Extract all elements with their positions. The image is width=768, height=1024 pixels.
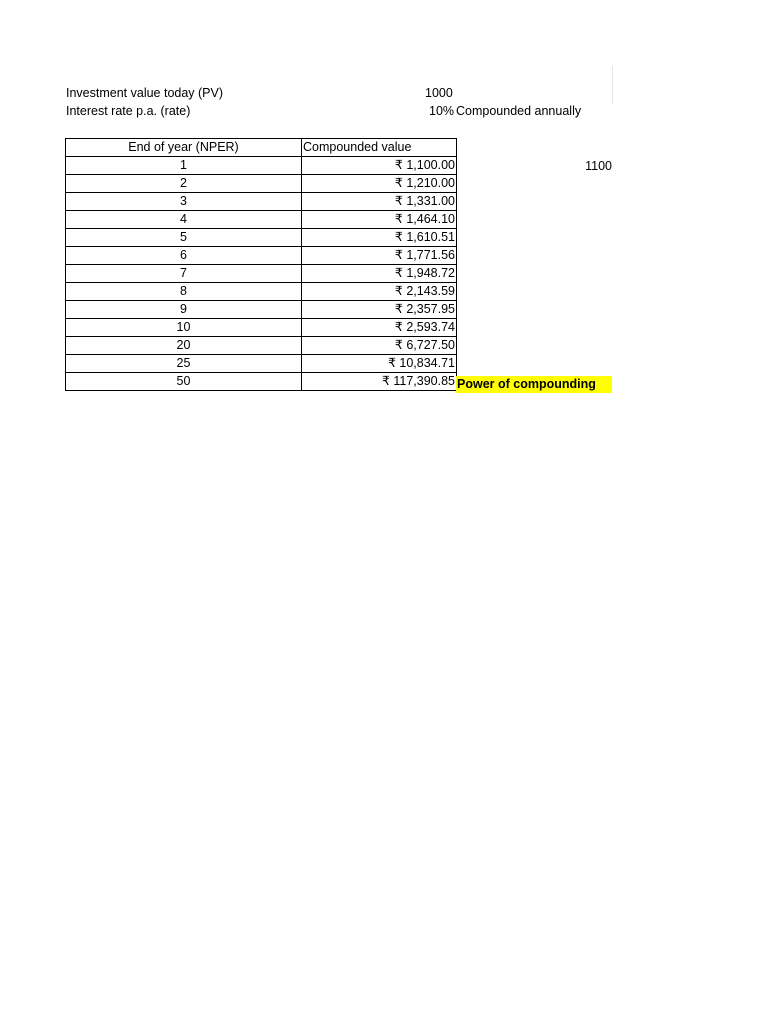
header-compounded-value[interactable]: Compounded value (302, 139, 457, 157)
table-row (66, 337, 457, 355)
year-cell[interactable]: 1 (66, 157, 302, 175)
table-row (66, 373, 457, 391)
header-year[interactable]: End of year (NPER) (66, 139, 302, 157)
rate-label: Interest rate p.a. (rate) (66, 104, 191, 118)
year-cell[interactable]: 25 (66, 355, 302, 373)
compounded-value-cell[interactable]: ₹ 10,834.71 (302, 355, 457, 373)
compounded-value-cell[interactable]: ₹ 1,771.56 (302, 247, 457, 265)
year-cell[interactable]: 50 (66, 373, 302, 391)
side-value-cell[interactable]: 1100 (585, 159, 612, 173)
compounded-value-cell[interactable]: ₹ 1,210.00 (302, 175, 457, 193)
rate-value-cell[interactable]: 10% (429, 104, 455, 118)
year-cell[interactable]: 6 (66, 247, 302, 265)
compounded-value-cell[interactable]: ₹ 2,593.74 (302, 319, 457, 337)
pv-value-cell[interactable]: 1000 (425, 86, 453, 100)
year-cell[interactable]: 20 (66, 337, 302, 355)
compounded-value-cell[interactable]: ₹ 6,727.50 (302, 337, 457, 355)
pv-label: Investment value today (PV) (66, 86, 224, 100)
table-row (66, 283, 457, 301)
table-row (66, 193, 457, 211)
year-cell[interactable]: 4 (66, 211, 302, 229)
table-row (66, 211, 457, 229)
table-row (66, 247, 457, 265)
year-cell[interactable]: 9 (66, 301, 302, 319)
rate-note: Compounded annually (456, 104, 582, 118)
compounded-value-cell[interactable]: ₹ 1,464.10 (302, 211, 457, 229)
compounded-value-cell[interactable]: ₹ 2,143.59 (302, 283, 457, 301)
year-cell[interactable]: 3 (66, 193, 302, 211)
year-cell[interactable]: 2 (66, 175, 302, 193)
table-row (66, 355, 457, 373)
cell-border-fragment (612, 66, 613, 104)
year-cell[interactable]: 8 (66, 283, 302, 301)
table-row (66, 157, 457, 175)
table-body (66, 157, 457, 391)
compounded-value-cell[interactable]: ₹ 1,610.51 (302, 229, 457, 247)
table-row (66, 265, 457, 283)
compounded-value-cell[interactable]: ₹ 1,948.72 (302, 265, 457, 283)
year-cell[interactable]: 5 (66, 229, 302, 247)
table-row (66, 229, 457, 247)
compounded-value-cell[interactable]: ₹ 1,331.00 (302, 193, 457, 211)
year-cell[interactable]: 10 (66, 319, 302, 337)
table-header-row (66, 139, 457, 157)
year-cell[interactable]: 7 (66, 265, 302, 283)
compounding-table (65, 138, 457, 391)
table-row (66, 319, 457, 337)
compounded-value-cell[interactable]: ₹ 1,100.00 (302, 157, 457, 175)
table-row (66, 175, 457, 193)
compounded-value-cell[interactable]: ₹ 117,390.85 (302, 373, 457, 391)
compounded-value-cell[interactable]: ₹ 2,357.95 (302, 301, 457, 319)
table-row (66, 301, 457, 319)
power-of-compounding-note[interactable]: Power of compounding (456, 376, 612, 393)
